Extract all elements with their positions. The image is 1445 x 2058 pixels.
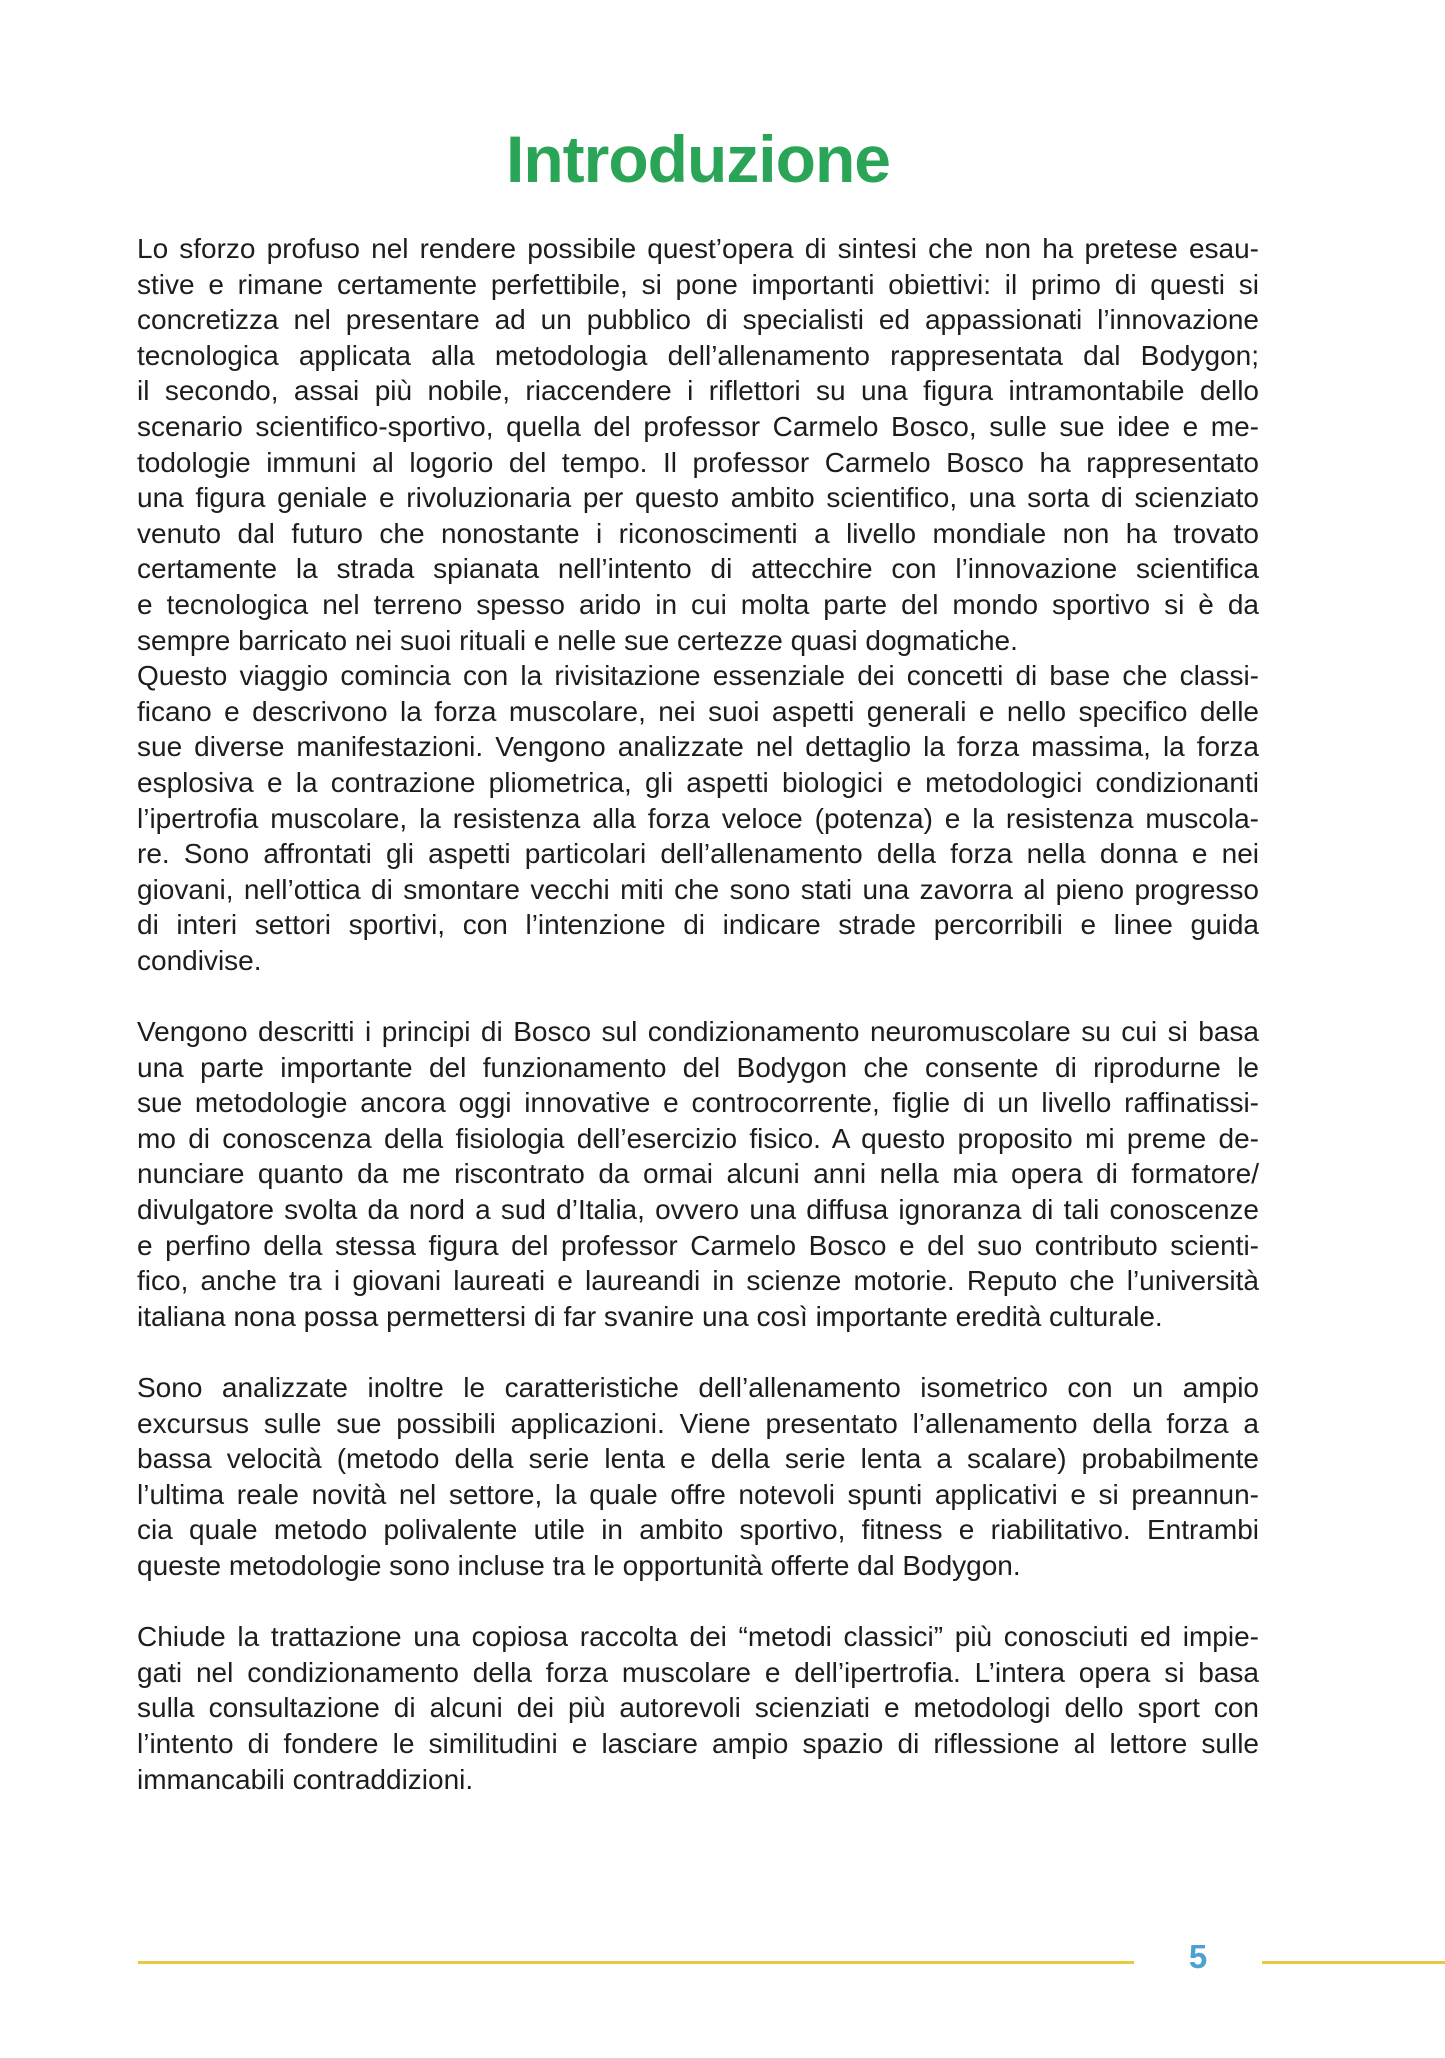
text-line: excursus sulle sue possibili applicazioni. Viene presentato l’allenamento della forza a bbox=[137, 1407, 1259, 1439]
paragraph bbox=[137, 1370, 1259, 1584]
text-line: ficano e descrivono la forza muscolare, nei suoi aspetti generali e nello specifico delle bbox=[137, 695, 1259, 727]
text-line: gati nel condizionamento della forza muscolare e dell’ipertrofia. L’intera opera si basa bbox=[137, 1656, 1259, 1688]
paragraph bbox=[137, 658, 1259, 978]
paragraph bbox=[137, 1014, 1259, 1334]
text-line: il secondo, assai più nobile, riaccendere i riflettori su una figura intramontabile dello bbox=[137, 375, 1259, 407]
text-line: sue metodologie ancora oggi innovative e controcorrente, figlie di un livello raffinatissi- bbox=[137, 1087, 1259, 1119]
text-line: sulla consultazione di alcuni dei più autorevoli scienziati e metodologi dello sport con bbox=[137, 1692, 1259, 1724]
paragraph bbox=[137, 1619, 1259, 1797]
text-line: queste metodologie sono incluse tra le opportunità offerte dal Bodygon. bbox=[137, 1549, 1021, 1581]
text-line: fico, anche tra i giovani laureati e laureandi in scienze motorie. Reputo che l’università bbox=[137, 1265, 1259, 1297]
text-line: giovani, nell’ottica di smontare vecchi miti che sono stati una zavorra al pieno progresso bbox=[137, 873, 1259, 905]
text-line: stive e rimane certamente perfettibile, si pone importanti obiettivi: il primo di questi si bbox=[137, 268, 1259, 300]
text-line: una parte importante del funzionamento del Bodygon che consente di riprodurne le bbox=[137, 1051, 1259, 1083]
text-line: una figura geniale e rivoluzionaria per questo ambito scientifico, una sorta di scienziato bbox=[137, 482, 1259, 514]
text-line: l’intento di fondere le similitudini e lasciare ampio spazio di riflessione al lettore sulle bbox=[137, 1727, 1259, 1759]
text-line: Sono analizzate inoltre le caratteristiche dell’allenamento isometrico con un ampio bbox=[137, 1372, 1259, 1403]
text-line: immancabili contraddizioni. bbox=[137, 1763, 474, 1795]
text-line: e perfino della stessa figura del professor Carmelo Bosco e del suo contributo scienti- bbox=[137, 1229, 1259, 1261]
text-line: Questo viaggio comincia con la rivisitazione essenziale dei concetti di base che classi- bbox=[137, 660, 1259, 692]
paragraph bbox=[137, 231, 1259, 658]
text-line: divulgatore svolta da nord a sud d’Italia, ovvero una diffusa ignoranza di tali conoscenze bbox=[137, 1194, 1259, 1226]
text-line: sempre barricato nei suoi rituali e nelle sue certezze quasi dogmatiche. bbox=[137, 624, 1018, 656]
text-line: certamente la strada spianata nell’intento di attecchire con l’innovazione scientifica bbox=[137, 553, 1259, 585]
body-text bbox=[137, 231, 1259, 1797]
text-line: scenario scientifico-sportivo, quella del professor Carmelo Bosco, sulle sue idee e me- bbox=[137, 410, 1259, 442]
text-line: mo di conoscenza della fisiologia dell’esercizio fisico. A questo proposito mi preme de- bbox=[137, 1122, 1259, 1154]
text-line: esplosiva e la contrazione pliometrica, gli aspetti biologici e metodologici condizionanti bbox=[137, 766, 1259, 798]
text-line: tecnologica applicata alla metodologia dell’allenamento rappresentata dal Bodygon; bbox=[137, 339, 1259, 371]
footer-rule-left bbox=[138, 1961, 1134, 1964]
text-line: l’ultima reale novità nel settore, la quale offre notevoli spunti applicativi e si preannun- bbox=[137, 1478, 1259, 1510]
text-line: cia quale metodo polivalente utile in ambito sportivo, fitness e riabilitativo. Entrambi bbox=[137, 1514, 1259, 1546]
text-line: todologie immuni al logorio del tempo. Il professor Carmelo Bosco ha rappresentato bbox=[137, 446, 1259, 478]
text-line: re. Sono affrontati gli aspetti particolari dell’allenamento della forza nella donna e nei bbox=[137, 838, 1259, 870]
page-title: Introduzione bbox=[506, 122, 890, 196]
text-line: Lo sforzo profuso nel rendere possibile quest’opera di sintesi che non ha pretese esau- bbox=[137, 233, 1259, 264]
text-line: venuto dal futuro che nonostante i riconoscimenti a livello mondiale non ha trovato bbox=[137, 517, 1259, 549]
page-number: 5 bbox=[1188, 1938, 1208, 1975]
text-line: bassa velocità (metodo della serie lenta e della serie lenta a scalare) probabilmente bbox=[137, 1443, 1259, 1475]
text-line: sue diverse manifestazioni. Vengono analizzate nel dettaglio la forza massima, la forza bbox=[137, 731, 1259, 763]
text-line: di interi settori sportivi, con l’intenzione di indicare strade percorribili e linee guida bbox=[137, 909, 1259, 941]
footer-rule-right bbox=[1262, 1961, 1445, 1964]
text-line: concretizza nel presentare ad un pubblico di specialisti ed appassionati l’innovazione bbox=[137, 304, 1259, 336]
text-line: Vengono descritti i principi di Bosco sul condizionamento neuromuscolare su cui si basa bbox=[137, 1016, 1259, 1048]
text-line: l’ipertrofia muscolare, la resistenza alla forza veloce (potenza) e la resistenza muscola- bbox=[137, 802, 1259, 834]
text-line: condivise. bbox=[137, 944, 262, 976]
text-line: italiana nona possa permettersi di far svanire una così importante eredità culturale. bbox=[137, 1300, 1163, 1332]
text-line: nunciare quanto da me riscontrato da ormai alcuni anni nella mia opera di formatore/ bbox=[137, 1158, 1259, 1190]
text-line: Chiude la trattazione una copiosa raccolta dei “metodi classici” più conosciuti ed impie- bbox=[137, 1621, 1259, 1653]
text-line: e tecnologica nel terreno spesso arido in cui molta parte del mondo sportivo si è da bbox=[137, 588, 1259, 620]
